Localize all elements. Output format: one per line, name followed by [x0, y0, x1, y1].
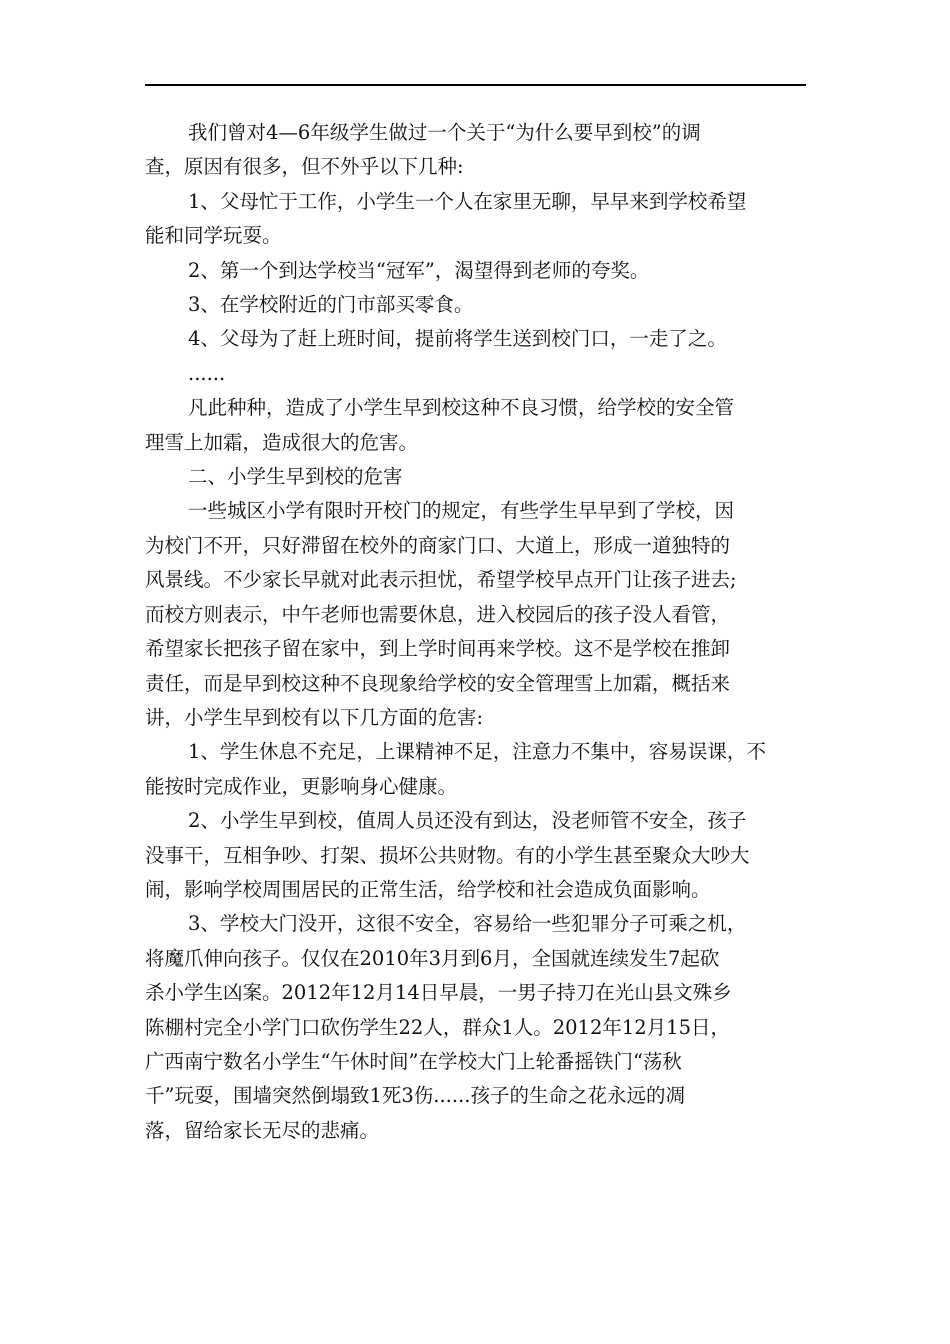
text-line: 千”玩耍，围墙突然倒塌致1死3伤......孩子的生命之花永远的凋 — [145, 1084, 685, 1108]
text-line: 3、学校大门没开，这很不安全，容易给一些犯罪分子可乘之机， — [188, 912, 747, 936]
text-line: 一些城区小学有限时开校门的规定，有些学生早早到了学校，因 — [188, 499, 735, 523]
text-line: 责任，而是早到校这种不良现象给学校的安全管理雪上加霜，概括来 — [145, 671, 731, 695]
text-line: 杀小学生凶案。2012年12月14日早晨，一男子持刀在光山县文殊乡 — [145, 981, 732, 1005]
text-line: 而校方则表示，中午老师也需要休息，进入校园后的孩子没人看管， — [145, 602, 731, 626]
text-line: 希望家长把孩子留在家中，到上学时间再来学校。这不是学校在推卸 — [145, 637, 731, 661]
text-line: 1、学生休息不充足，上课精神不足，注意力不集中，容易误课，不 — [188, 740, 766, 764]
paragraph-summary — [145, 391, 820, 460]
text-line: 广西南宁数名小学生“午休时间”在学校大门上轮番摇铁门“荡秋 — [145, 1049, 682, 1073]
text-line: 将魔爪伸向孩子。仅仅在2010年3月到6月，全国就连续发生7起砍 — [145, 946, 720, 970]
text-line: 风景线。不少家长早就对此表示担忧，希望学校早点开门让孩子进去; — [145, 568, 737, 592]
text-line: 查，原因有很多，但不外乎以下几种: — [145, 155, 464, 179]
text-line: 2、第一个到达学校当“冠军”，渴望得到老师的夸奖。 — [188, 258, 650, 282]
text-line: 能按时完成作业，更影响身心健康。 — [145, 774, 458, 798]
paragraph-reason-2 — [145, 254, 820, 288]
header-rule — [145, 84, 806, 86]
paragraph-reason-1 — [145, 185, 820, 254]
text-line: 为校门不开，只好滞留在校外的商家门口、大道上，形成一道独特的 — [145, 533, 731, 557]
text-line: 凡此种种，造成了小学生早到校这种不良习惯，给学校的安全管 — [188, 396, 735, 420]
text-line: 没事干，互相争吵、打架、损坏公共财物。有的小学生甚至聚众大吵大 — [145, 843, 750, 867]
section-heading — [145, 460, 820, 494]
text-line: 陈棚村完全小学门口砍伤学生22人，群众1人。2012年12月15日， — [145, 1015, 730, 1039]
text-line: 讲，小学生早到校有以下几方面的危害: — [145, 705, 484, 729]
paragraph-harm-1 — [145, 735, 820, 804]
text-line: 二、小学生早到校的危害 — [188, 465, 403, 489]
text-line: 2、小学生早到校，值周人员还没有到达，没老师管不安全，孩子 — [188, 809, 747, 833]
text-line: 我们曾对4—6年级学生做过一个关于“为什么要早到校”的调 — [188, 121, 701, 144]
paragraph-survey-intro — [145, 116, 820, 185]
paragraph-ellipsis — [145, 357, 820, 391]
paragraph-harm-2 — [145, 804, 820, 907]
text-line: 4、父母为了赶上班时间，提前将学生送到校门口，一走了之。 — [188, 327, 727, 351]
text-line: 闹，影响学校周围居民的正常生活，给学校和社会造成负面影响。 — [145, 877, 711, 901]
text-line: 理雪上加霜，造成很大的危害。 — [145, 430, 419, 454]
paragraph-reason-4 — [145, 322, 820, 356]
paragraph-reason-3 — [145, 288, 820, 322]
text-line: 1、父母忙于工作，小学生一个人在家里无聊，早早来到学校希望 — [188, 189, 747, 213]
paragraph-harm-3 — [145, 907, 820, 1148]
text-line: 落，留给家长无尽的悲痛。 — [145, 1118, 380, 1142]
paragraph-harm-intro — [145, 494, 820, 735]
document-body — [145, 116, 820, 1148]
text-line: ...... — [188, 361, 226, 385]
text-line: 3、在学校附近的门市部买零食。 — [188, 293, 474, 317]
text-line: 能和同学玩耍。 — [145, 224, 282, 248]
